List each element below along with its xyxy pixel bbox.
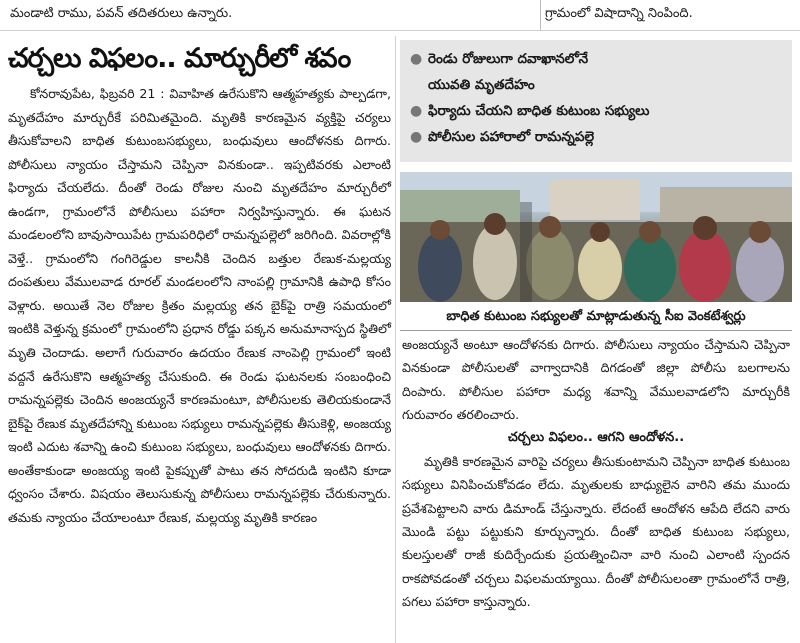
top-column-divider (540, 0, 541, 30)
article-subheading: చర్చలు విఫలం.. ఆగని ఆందోళన.. (507, 430, 685, 446)
previous-article-strip (0, 0, 800, 31)
article-headline: చర్చలు విఫలం.. మార్చురీలో శవం (8, 43, 351, 74)
adjacent-article-tail-text: గ్రామంలో విషాదాన్ని నింపింది. (545, 6, 693, 21)
highlight-text: ఫిర్యాదు చేయని బాధిత కుటుంబ సభ్యులు (428, 103, 650, 119)
highlight-text: యువతి మృతదేహం (428, 77, 535, 93)
article-right-column (400, 40, 792, 613)
highlight-item (410, 124, 784, 150)
highlights-box (400, 40, 792, 162)
news-photo (400, 172, 792, 302)
bullet-icon: ● (410, 51, 423, 67)
bullet-icon: ● (410, 129, 423, 145)
article-left-column (6, 40, 393, 529)
article-body-left (6, 82, 393, 529)
crowd-photo-illustration (400, 172, 792, 302)
body-paragraph: అంజయ్యనే అంటూ ఆందోళనకు దిగారు. పోలీసులు న్యాయం చేస్తామని చెప్పినా వినకుండా పోలీసులతో వాగ్వాదానికి దిగడంతో జిల్లా పోలీసు బలగాలను దింపారు. పోలీసుల పహారా మధ్య శవాన్ని వేములవాడలోని మార్చురీకి గురువారం తరలించారు. (402, 337, 790, 422)
body-paragraph: మృతికి కారణమైన వారిపై చర్యలు తీసుకుంటామని చెప్పినా బాధిత కుటుంబ సభ్యులు వినిపించుకోవడం లేదు. మృతులకు బాధ్యులైన వారిని తమ ముందు ప్రవేశపెట్టాలని వారు డిమాండ్ చేస్తున్నారు. లేదంటే ఆందోళన ఆపేది లేదని వారు మొండి పట్టు పట్టుకుని కూర్చున్నారు. దీంతో బాధిత కుటుంబ సభ్యులు, కులస్తులతో రాజీ కుదిర్చేందుకు ప్రయత్నించినా వారి నుంచి ఎలాంటి స్పందన రాకపోవడంతో చర్చలు విఫలమయ్యాయి. దీంతో పోలీసులంతా గ్రామంలోనే రాత్రి, పగలు పహారా కాస్తున్నారు. (402, 454, 790, 609)
bullet-icon: ● (410, 103, 423, 119)
photo-caption: బాధిత కుటుంబ సభ్యులతో మాట్లాడుతున్న సీఐ వెంకటేశ్వర్లు (400, 304, 792, 331)
highlight-item (410, 98, 784, 124)
highlight-item (410, 46, 784, 72)
highlight-text: పోలీసుల పహారాలో రామన్నపల్లె (428, 129, 595, 145)
previous-article-tail-text: మండాటి రాము, పవన్ తదితరులు ఉన్నారు. (10, 6, 233, 21)
article-body-right (400, 333, 792, 613)
body-paragraph: కోనరావుపేట, ఫిబ్రవరి 21 : వివాహిత ఉరేసుకొని ఆత్మహత్యకు పాల్పడగా, మృతదేహం మార్చురీకే పరిమితమైంది. మృతికి కారణమైన వ్యక్తిపై చర్యలు తీసుకోవాలని బాధిత కుటుంబసభ్యులు, బంధువులు ఆందోళనకు దిగారు. పోలీసులు న్యాయం చేస్తామని చెప్పినా వినకుండా.. ఇప్పటివరకు ఎలాంటి ఫిర్యాదు చేయలేదు. దీంతో రెండు రోజుల నుంచి మృతదేహం మార్చురీలో ఉండగా, గ్రామంలోనే పోలీసులు పహారా నిర్వహిస్తున్నారు. ఈ ఘటన మండలంలోని బావుసాయిపేట గ్రామపరిధిలో రామన్నపల్లెలో జరిగింది. వివరాల్లోకి వెళ్తే.. గ్రామంలోని గంగిరెడ్డుల కాలనీకి చెందిన బత్తుల రేణుక-మల్లయ్య దంపతులు వేములవాడ రూరల్ మండలంలోని నాంపల్లి గ్రామానికి ఉపాధి కోసం వెళ్లారు. అయితే నెల రోజుల క్రితం మల్లయ్య తన బైక్‌పై రాత్రి సమయంలో ఇంటికి వెళ్తున్న క్రమంలో గ్రామంలోని ప్రధాన రోడ్డు పక్కన అనుమానాస్పద స్థితిలో మృతి చెందాడు. అలాగే గురువారం ఉదయం రేణుక నాంపెల్లి గ్రామంలో ఇంటి వద్దనే ఉరేసుకొని ఆత్మహత్య చేసుకుంది. ఈ రెండు ఘటనలకు సంబంధించి రామన్నపల్లెకు చెందిన అంజయ్యనే కారణమంటూ, పోలీసులకు తెలియకుండానే బైక్‌పై రేణుక మృతదేహాన్ని కుటుంబ సభ్యులు రామన్నపల్లెకు తీసుకెళ్లి, అంజయ్య ఇంటి ఎదుట శవాన్ని ఉంచి కుటుంబ సభ్యులు, బంధువులు ఆందోళనకు దిగారు. అంతేకాకుండా అంజయ్య ఇంటి పైకప్పుతో పాటు తన సోదరుడి ఇంటిని కూడా ధ్వంసం చేశారు. విషయం తెలుసుకున్న పోలీసులు రామన్నపల్లెకు చేరుకున్నారు. తమకు న్యాయం చేయాలంటూ రేణుక, మల్లయ్య మృతికి కారణం (8, 86, 391, 525)
highlight-item-continued (410, 72, 784, 98)
column-divider (395, 36, 396, 643)
highlight-text: రెండు రోజులుగా దవాఖానలోనే (428, 51, 589, 67)
